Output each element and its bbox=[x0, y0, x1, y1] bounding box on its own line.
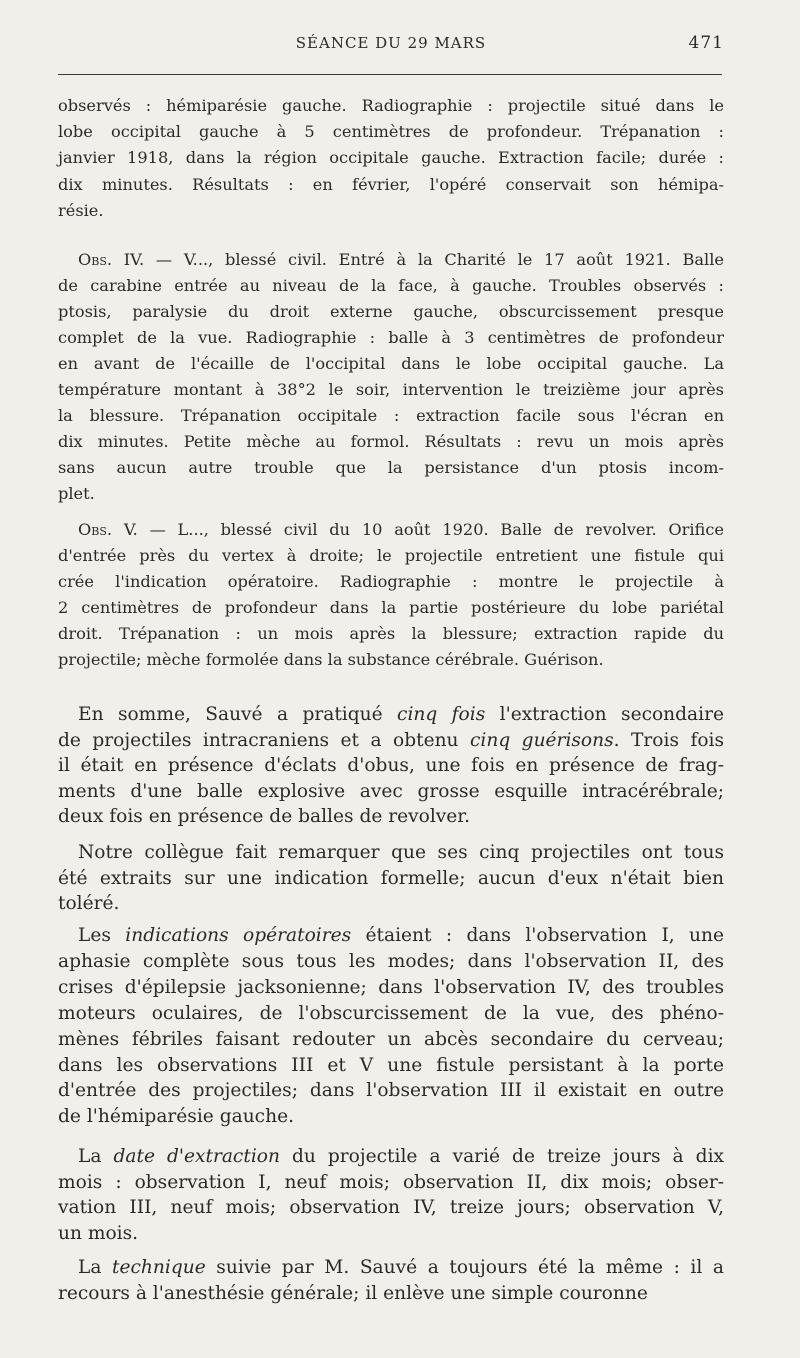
page-number: 471 bbox=[688, 33, 724, 53]
text-line: la blessure. Trépanation occipitale : extraction facile sous l'écran en bbox=[58, 406, 724, 425]
text-line: En somme, Sauvé a pratiqué cinq fois l'extraction secondaire bbox=[78, 704, 724, 725]
text-line: il était en présence d'éclats d'obus, une fois en présence de frag- bbox=[58, 755, 724, 777]
text-line: toléré. bbox=[58, 893, 120, 915]
text-line: projectile; mèche formolée dans la substance cérébrale. Guérison. bbox=[58, 650, 604, 669]
text-line: Obs. V. — L..., blessé civil du 10 août 1920. Balle de revolver. Orifice bbox=[78, 520, 724, 539]
text-line: de projectiles intracraniens et a obtenu cinq guérisons. Trois fois bbox=[58, 729, 725, 751]
text-line: dans les observations III et V une fistule persistant à la porte bbox=[58, 1054, 724, 1076]
text-line: Obs. IV. — V..., blessé civil. Entré à la Charité le 17 août 1921. Balle bbox=[78, 250, 724, 269]
text-line: ptosis, paralysie du droit externe gauche, obscurcissement presque bbox=[58, 302, 724, 321]
text-line: d'entrée des projectiles; dans l'observation III il existait en outre bbox=[58, 1080, 724, 1102]
text-line: aphasie complète sous tous les modes; dans l'observation II, des bbox=[58, 950, 724, 972]
text-line: mènes fébriles faisant redouter un abcès secondaire du cerveau; bbox=[58, 1028, 724, 1050]
text-line: La technique suivie par M. Sauvé a toujours été la même : il a bbox=[78, 1257, 725, 1278]
text-line: moteurs oculaires, de l'obscurcissement de la vue, des phéno- bbox=[58, 1002, 724, 1024]
text-line: mois : observation I, neuf mois; observation II, dix mois; obser- bbox=[58, 1171, 724, 1193]
text-line: un mois. bbox=[58, 1222, 139, 1244]
text-line: crises d'épilepsie jacksonienne; dans l'observation IV, des troubles bbox=[58, 976, 724, 998]
header-rule bbox=[58, 74, 722, 75]
text-line: Notre collègue fait remarquer que ses cinq projectiles ont tous bbox=[78, 842, 724, 863]
text-line: vation III, neuf mois; observation IV, treize jours; observation V, bbox=[58, 1197, 724, 1219]
text-line: en avant de l'écaille de l'occipital dans le lobe occipital gauche. La bbox=[58, 354, 724, 373]
text-line: température montant à 38°2 le soir, intervention le treizième jour après bbox=[58, 380, 724, 399]
text-line: crée l'indication opératoire. Radiographie : montre le projectile à bbox=[58, 572, 724, 591]
text-line: La date d'extraction du projectile a varié de treize jours à dix bbox=[78, 1146, 725, 1167]
text-line: complet de la vue. Radiographie : balle à 3 centimètres de profondeur bbox=[58, 328, 724, 347]
text-line: deux fois en présence de balles de revolver. bbox=[58, 806, 471, 828]
text-line: droit. Trépanation : un mois après la blessure; extraction rapide du bbox=[58, 624, 724, 643]
text-line: Les indications opératoires étaient : dans l'observation I, une bbox=[78, 925, 725, 946]
header-title: SÉANCE DU 29 MARS bbox=[295, 34, 487, 52]
text-line: plet. bbox=[58, 484, 95, 503]
running-header bbox=[58, 34, 724, 56]
text-line: janvier 1918, dans la région occipitale gauche. Extraction facile; durée : bbox=[58, 148, 724, 168]
text-line: dix minutes. Résultats : en février, l'opéré conservait son hémipa- bbox=[58, 174, 724, 194]
text-line: résie. bbox=[58, 200, 104, 220]
text-line: sans aucun autre trouble que la persistance d'un ptosis incom- bbox=[58, 458, 724, 477]
text-line: de l'hémiparésie gauche. bbox=[58, 1106, 294, 1128]
text-line: de carabine entrée au niveau de la face, à gauche. Troubles observés : bbox=[58, 276, 724, 295]
text-line: ments d'une balle explosive avec grosse esquille intracérébrale; bbox=[58, 780, 724, 802]
text-line: été extraits sur une indication formelle; aucun d'eux n'était bien bbox=[58, 867, 724, 889]
text-line: observés : hémiparésie gauche. Radiographie : projectile situé dans le bbox=[58, 96, 724, 115]
text-line: lobe occipital gauche à 5 centimètres de profondeur. Trépanation : bbox=[58, 122, 724, 142]
text-line: recours à l'anesthésie générale; il enlève une simple couronne bbox=[58, 1282, 648, 1304]
text-line: 2 centimètres de profondeur dans la partie postérieure du lobe pariétal bbox=[58, 598, 724, 617]
text-line: d'entrée près du vertex à droite; le projectile entretient une fistule qui bbox=[58, 546, 724, 565]
text-line: dix minutes. Petite mèche au formol. Résultats : revu un mois après bbox=[58, 432, 724, 451]
